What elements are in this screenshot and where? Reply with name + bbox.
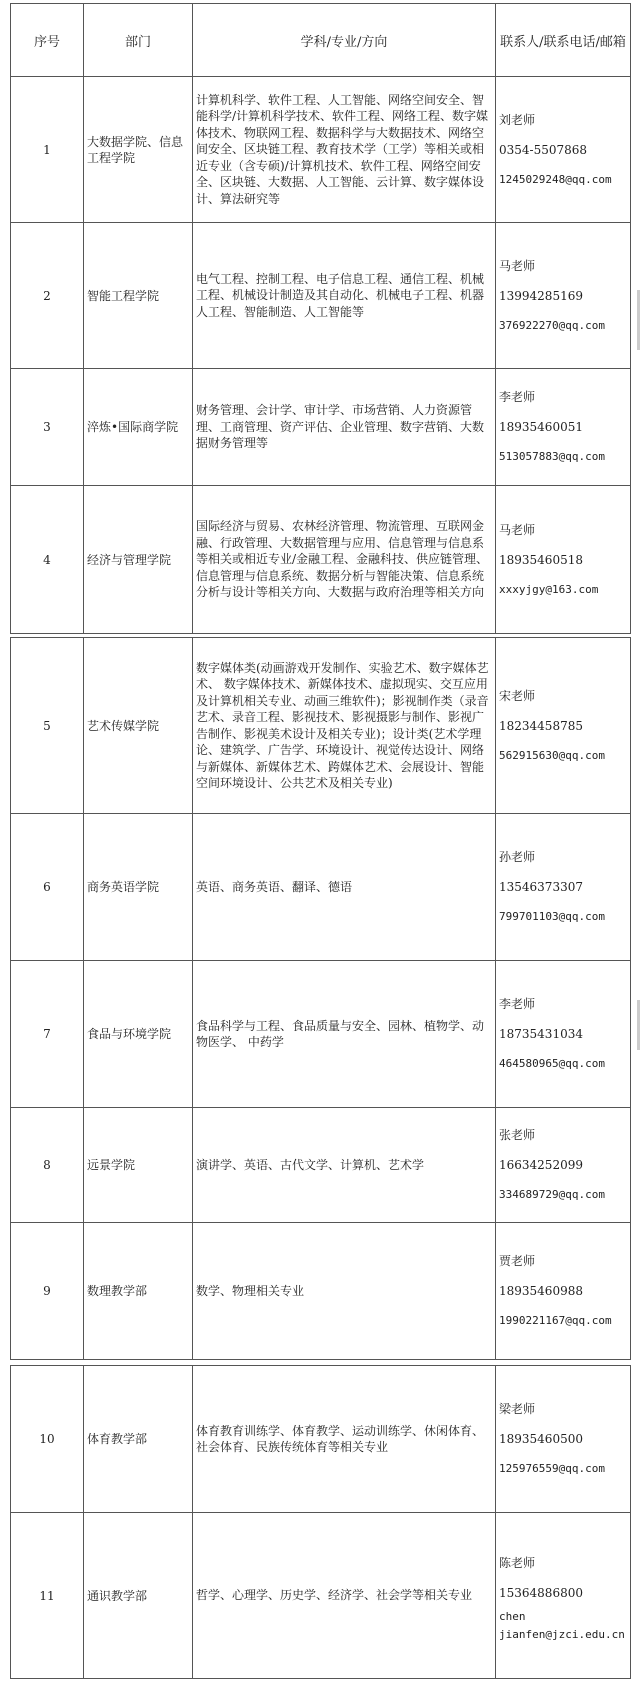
row-major: 计算机科学、软件工程、人工智能、网络空间安全、智能科学/计算机科学技术、软件工程、网络工程、数字媒体技术、物联网工程、数据科学与大数据技术、网络空间安全、区块链工程、教育技术学（工学）等相关或相近专业（含专硕)/计算机技术、软件工程、网络空间安全、区块链、大数据、人工智能、云计算、数字媒体设计、算法研究等 <box>193 77 496 223</box>
table-row <box>11 814 631 961</box>
contact-phone: 18935460988 <box>499 1284 583 1298</box>
table-row <box>11 638 631 814</box>
contact-name: 马老师 <box>499 258 536 273</box>
contact-name: 张老师 <box>499 1128 536 1142</box>
row-major: 演讲学、英语、古代文学、计算机、艺术学 <box>193 1108 496 1223</box>
row-contact <box>496 1108 631 1223</box>
row-no: 3 <box>11 369 84 486</box>
contact-email: 513057883@qq.com <box>499 450 605 463</box>
row-major: 食品科学与工程、食品质量与安全、园林、植物学、动物医学、 中药学 <box>193 961 496 1108</box>
row-contact <box>496 223 631 369</box>
row-major: 哲学、心理学、历史学、经济学、社会学等相关专业 <box>193 1513 496 1679</box>
row-no: 7 <box>11 961 84 1108</box>
row-no: 8 <box>11 1108 84 1223</box>
row-contact <box>496 638 631 814</box>
contact-name: 贾老师 <box>499 1254 536 1268</box>
row-dept: 经济与管理学院 <box>84 486 193 634</box>
row-contact <box>496 814 631 961</box>
contact-name: 李老师 <box>499 390 536 404</box>
row-no: 11 <box>11 1513 84 1679</box>
row-contact <box>496 77 631 223</box>
row-contact <box>496 1223 631 1360</box>
contact-phone: 13546373307 <box>499 880 583 894</box>
row-contact <box>496 369 631 486</box>
table-row <box>11 1366 631 1513</box>
row-dept: 通识教学部 <box>84 1513 193 1679</box>
header-no: 序号 <box>11 4 84 77</box>
row-no: 2 <box>11 223 84 369</box>
recruitment-table-part-2 <box>10 637 631 1360</box>
row-dept: 食品与环境学院 <box>84 961 193 1108</box>
table-row <box>11 486 631 634</box>
row-major: 数学、物理相关专业 <box>193 1223 496 1360</box>
recruitment-table-part-1 <box>10 3 631 634</box>
table-row <box>11 1108 631 1223</box>
contact-email: 799701103@qq.com <box>499 910 605 923</box>
contact-email: 125976559@qq.com <box>499 1462 605 1475</box>
contact-phone: 18935460500 <box>499 1432 583 1446</box>
row-major: 国际经济与贸易、农林经济管理、物流管理、互联网金融、行政管理、大数据管理与应用、信息管理与信息系等相关或相近专业/金融工程、金融科技、供应链管理、信息管理与信息系统、数据分析与智能决策、信息系统分析与设计等相关方向、大数据与政府治理等相关方向 <box>193 486 496 634</box>
contact-name: 陈老师 <box>499 1555 536 1570</box>
row-major: 体育教育训练学、体育教学、运动训练学、休闲体育、社会体育、民族传统体育等相关专业 <box>193 1366 496 1513</box>
contact-phone: 18234458785 <box>499 718 583 733</box>
contact-phone: 18935460518 <box>499 552 583 567</box>
row-contact <box>496 1513 631 1679</box>
table-row <box>11 223 631 369</box>
contact-email: 334689729@qq.com <box>499 1188 605 1201</box>
row-no: 6 <box>11 814 84 961</box>
table-header-row <box>11 4 631 77</box>
row-no: 1 <box>11 77 84 223</box>
row-dept: 商务英语学院 <box>84 814 193 961</box>
contact-phone: 18935460051 <box>499 420 583 434</box>
row-dept: 大数据学院、信息工程学院 <box>84 77 193 223</box>
row-major: 数字媒体类(动画游戏开发制作、实验艺术、数字媒体艺术、 数字媒体技术、新媒体技术、虚拟现实、交互应用及计算机相关专业、动画三维软件)；影视制作类（录音艺术、录音工程、影视技术、影视摄影与制作、影视广告制作、影视美术设计及相关专业)；设计类(艺术学理论、建筑学、广告学、环境设计、视觉传达设计、网络与新媒体、新媒体艺术、跨媒体艺术、会展设计、智能空间环境设计、公共艺术及相关专业) <box>193 638 496 814</box>
header-major: 学科/专业/方向 <box>193 4 496 77</box>
header-dept: 部门 <box>84 4 193 77</box>
row-dept: 淬炼•国际商学院 <box>84 369 193 486</box>
table-row <box>11 1513 631 1679</box>
contact-name: 刘老师 <box>499 112 536 127</box>
row-dept: 数理教学部 <box>84 1223 193 1360</box>
contact-phone: 16634252099 <box>499 1158 583 1172</box>
contact-name: 李老师 <box>499 997 536 1011</box>
contact-email: 376922270@qq.com <box>499 318 605 332</box>
contact-phone: 18735431034 <box>499 1027 583 1041</box>
table-row <box>11 1223 631 1360</box>
contact-email: 464580965@qq.com <box>499 1057 605 1070</box>
row-no: 10 <box>11 1366 84 1513</box>
row-major: 财务管理、会计学、审计学、市场营销、人力资源管理、工商管理、资产评估、企业管理、数字营销、大数据财务管理等 <box>193 369 496 486</box>
contact-phone: 0354-5507868 <box>499 142 588 157</box>
row-contact <box>496 1366 631 1513</box>
contact-name: 马老师 <box>499 522 536 537</box>
table-row <box>11 77 631 223</box>
contact-name: 宋老师 <box>499 688 536 703</box>
row-contact <box>496 961 631 1108</box>
row-no: 5 <box>11 638 84 814</box>
contact-name: 孙老师 <box>499 850 536 864</box>
contact-email: chen jianfen@jzci.edu.cn <box>499 1609 625 1641</box>
contact-email: 1245029248@qq.com <box>499 172 612 186</box>
contact-phone: 13994285169 <box>499 288 583 303</box>
contact-email: xxxyjgy@163.com <box>499 582 599 596</box>
row-dept: 远景学院 <box>84 1108 193 1223</box>
table-row <box>11 961 631 1108</box>
row-dept: 智能工程学院 <box>84 223 193 369</box>
recruitment-table-part-3 <box>10 1365 631 1679</box>
contact-name: 梁老师 <box>499 1402 536 1416</box>
row-major: 电气工程、控制工程、电子信息工程、通信工程、机械工程、机械设计制造及其自动化、机械电子工程、机器人工程、智能制造、人工智能等 <box>193 223 496 369</box>
row-contact <box>496 486 631 634</box>
row-dept: 体育教学部 <box>84 1366 193 1513</box>
row-dept: 艺术传媒学院 <box>84 638 193 814</box>
header-contact: 联系人/联系电话/邮箱 <box>496 4 631 77</box>
contact-email: 562915630@qq.com <box>499 748 605 762</box>
row-major: 英语、商务英语、翻译、德语 <box>193 814 496 961</box>
table-row <box>11 369 631 486</box>
contact-email: 1990221167@qq.com <box>499 1314 612 1327</box>
row-no: 4 <box>11 486 84 634</box>
row-no: 9 <box>11 1223 84 1360</box>
contact-phone: 15364886800 <box>499 1585 583 1600</box>
